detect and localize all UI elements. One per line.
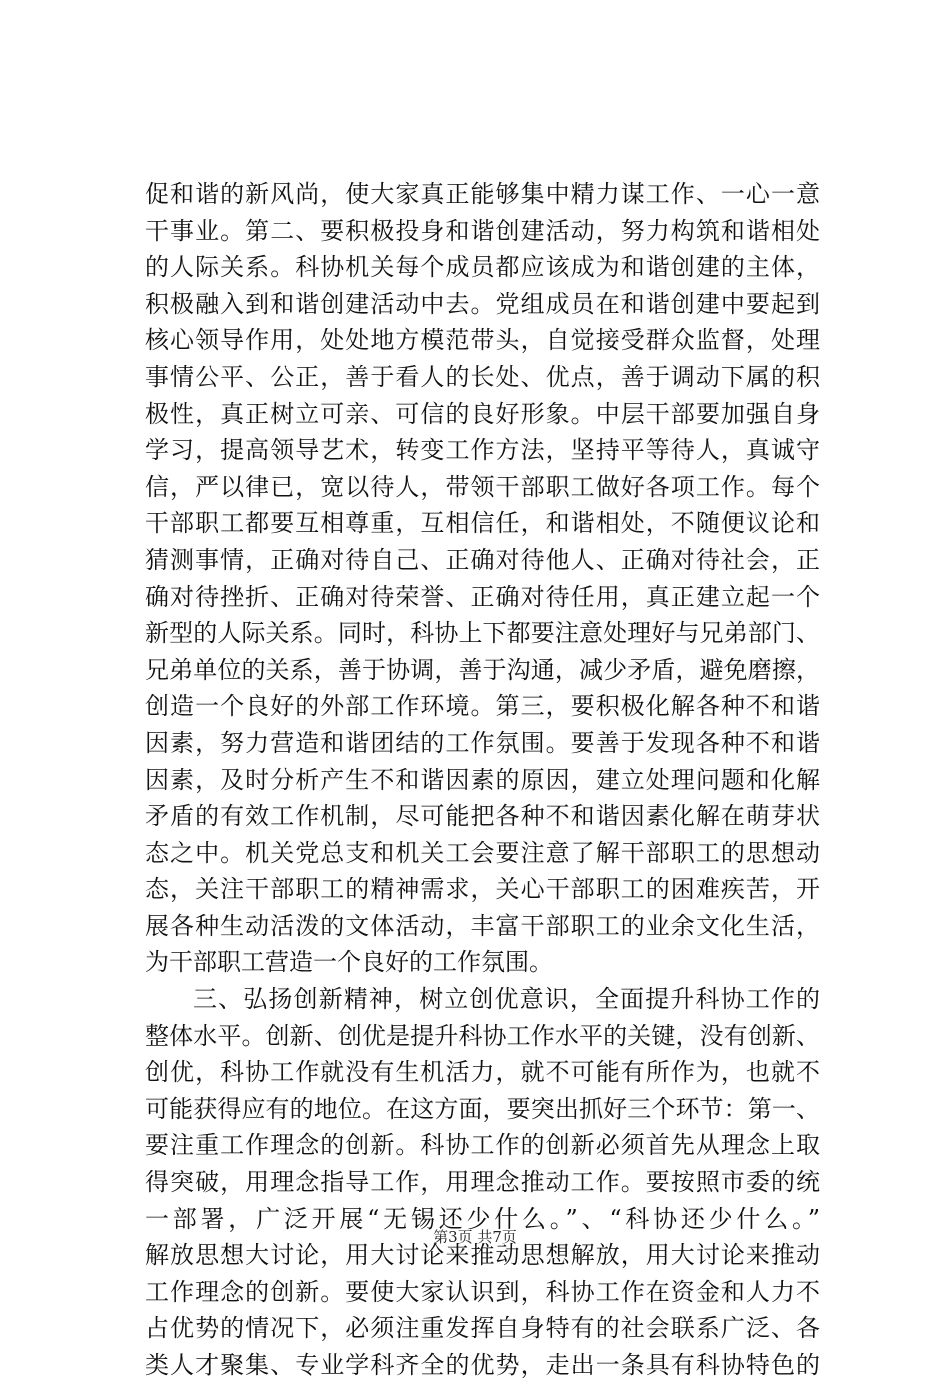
text-line: 因素，努力营造和谐团结的工作氛围。要善于发现各种不和谐 [145,728,820,757]
section-heading-line: 三、弘扬创新精神，树立创优意识，全面提升科协工作的 [193,985,820,1014]
text-line: 积极融入到和谐创建活动中去。党组成员在和谐创建中要起到 [145,289,820,318]
text-line: 创造一个良好的外部工作环境。第三，要积极化解各种不和谐 [145,692,820,721]
text-line: 核心领导作用，处处地方模范带头，自觉接受群众监督，处理 [145,326,820,355]
text-line: 信，严以律已，宽以待人，带领干部职工做好各项工作。每个 [145,472,820,501]
text-line: 可能获得应有的地位。在这方面，要突出抓好三个环节：第一、 [145,1094,820,1123]
text-line: 创优，科协工作就没有生机活力，就不可能有所作为，也就不 [145,1058,820,1087]
text-line: 学习，提高领导艺术，转变工作方法，坚持平等待人，真诚守 [145,436,820,465]
text-line: 新型的人际关系。同时，科协上下都要注意处理好与兄弟部门、 [145,619,820,648]
text-line: 兄弟单位的关系，善于协调，善于沟通，减少矛盾，避免磨擦， [145,655,820,684]
text-line: 事情公平、公正，善于看人的长处、优点，善于调动下属的积 [145,362,820,391]
text-line: 干事业。第二、要积极投身和谐创建活动，努力构筑和谐相处 [145,216,820,245]
text-line: 整体水平。创新、创优是提升科协工作水平的关键，没有创新、 [145,1021,820,1050]
text-line: 态之中。机关党总支和机关工会要注意了解干部职工的思想动 [145,838,820,867]
page-number: 第3页 共7页 [433,1228,517,1246]
text-line: 占优势的情况下，必须注重发挥自身特有的社会联系广泛、各 [145,1314,820,1343]
text-line: 确对待挫折、正确对待荣誉、正确对待任用，真正建立起一个 [145,582,820,611]
page-footer [0,1226,950,1247]
body-text [145,176,820,1384]
text-line: 工作理念的创新。要使大家认识到，科协工作在资金和人力不 [145,1277,820,1306]
text-line: 矛盾的有效工作机制，尽可能把各种不和谐因素化解在萌芽状 [145,802,820,831]
text-line: 极性，真正树立可亲、可信的良好形象。中层干部要加强自身 [145,399,820,428]
text-line: 的人际关系。科协机关每个成员都应该成为和谐创建的主体， [145,253,820,282]
text-line: 猜测事情，正确对待自己、正确对待他人、正确对待社会，正 [145,545,820,574]
text-line: 得突破，用理念指导工作，用理念推动工作。要按照市委的统 [145,1168,820,1197]
text-line: 要注重工作理念的创新。科协工作的创新必须首先从理念上取 [145,1131,820,1160]
text-line: 促和谐的新风尚，使大家真正能够集中精力谋工作、一心一意 [145,180,820,208]
text-line: 干部职工都要互相尊重，互相信任，和谐相处，不随便议论和 [145,509,820,538]
text-line: 解放思想大讨论，用大讨论来推动思想解放，用大讨论来推动 [145,1241,820,1270]
text-line: 一部署，广泛开展“无锡还少什么。”、“科协还少什么。” [145,1204,820,1233]
text-line: 类人才聚集、专业学科齐全的优势，走出一条具有科协特色的 [145,1351,820,1379]
text-line: 为干部职工营造一个良好的工作氛围。 [145,948,553,977]
text-line: 展各种生动活泼的文体活动，丰富干部职工的业余文化生活， [145,911,820,940]
text-line: 因素，及时分析产生不和谐因素的原因，建立处理问题和化解 [145,765,820,794]
text-line: 态，关注干部职工的精神需求，关心干部职工的困难疾苦，开 [145,875,820,904]
